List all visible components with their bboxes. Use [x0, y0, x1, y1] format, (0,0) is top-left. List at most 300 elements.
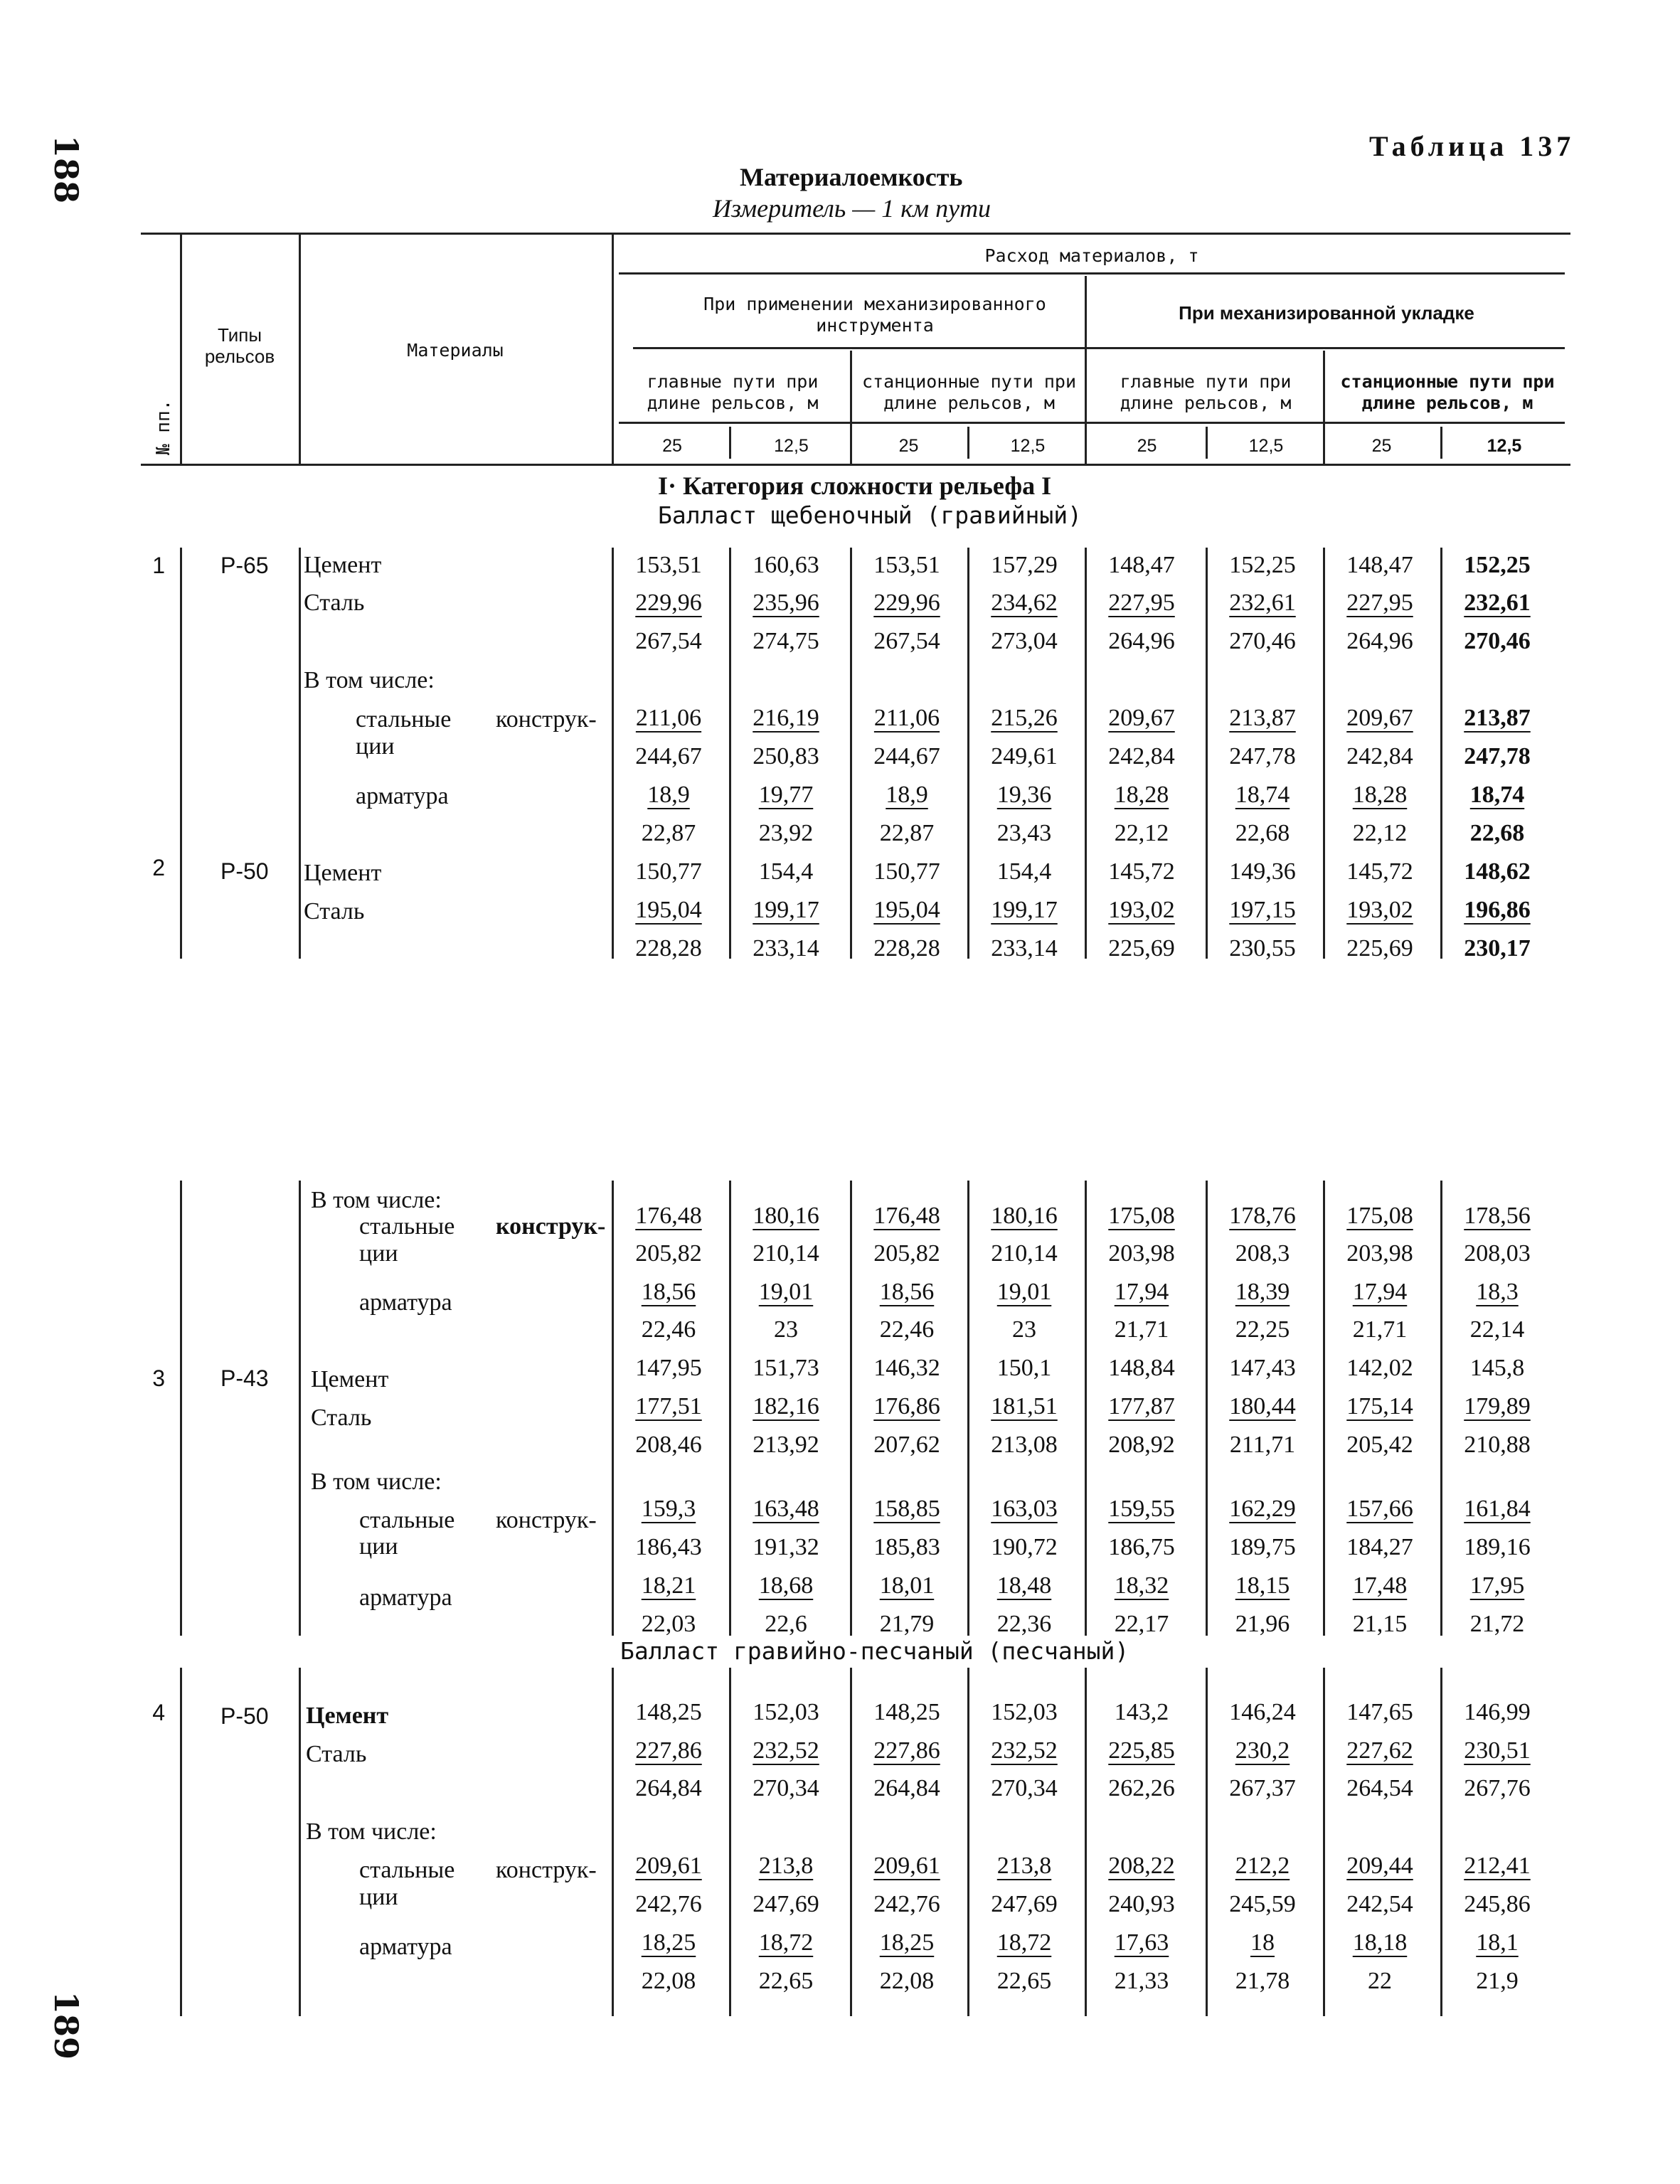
value-cell: 178,76 [1229, 1203, 1296, 1229]
value-cell: 234,62 [991, 590, 1058, 616]
value-cell: 210,14 [991, 1240, 1058, 1267]
value-cell: 18,9 [886, 782, 928, 808]
hdr-v7 [967, 427, 969, 459]
label-steel-constr: стальные [359, 1213, 455, 1240]
value-cell: 270,46 [1464, 628, 1531, 654]
value-cell: 212,2 [1235, 1853, 1290, 1879]
value-cell: 22,68 [1235, 820, 1290, 846]
section-ballast-2: Балласт гравийно-песчаный (песчаный) [620, 1637, 1129, 1665]
label-steel-constr-2: конструк- [496, 706, 597, 733]
value-cell: 19,36 [996, 782, 1052, 808]
value-cell: 213,92 [753, 1432, 819, 1458]
value-cell: 211,06 [635, 705, 702, 731]
page-number-right: 189 [47, 1991, 85, 2060]
value-cell: 18,72 [758, 1929, 814, 1956]
len-3: 25 [898, 436, 919, 456]
value-cell: 191,32 [753, 1534, 819, 1560]
value-cell: 148,62 [1464, 858, 1531, 885]
value-cell: 215,26 [991, 705, 1058, 731]
value-cell: 197,15 [1229, 897, 1296, 923]
value-cell: 230,17 [1464, 935, 1531, 962]
value-cell: 211,06 [873, 705, 940, 731]
hdr-v4 [850, 351, 852, 464]
value-cell: 207,62 [873, 1432, 940, 1458]
label-steel-constr-3: ции [359, 1240, 398, 1267]
value-cell: 17,94 [1352, 1279, 1408, 1305]
label-including: В том числе: [311, 1469, 442, 1495]
value-cell: 185,83 [873, 1534, 940, 1560]
value-cell: 21,71 [1114, 1316, 1169, 1343]
body2-v2 [612, 1181, 614, 1636]
value-cell: 242,76 [635, 1891, 702, 1917]
value-cell: 19,01 [996, 1279, 1052, 1305]
value-cell: 180,44 [1229, 1393, 1296, 1419]
label-steel-constr-2: конструк- [496, 1507, 597, 1533]
value-cell: 249,61 [991, 743, 1058, 769]
label-including: В том числе: [304, 667, 435, 693]
body1-v7 [1206, 548, 1208, 959]
label-steel-constr: стальные [359, 1507, 455, 1533]
value-cell: 175,08 [1108, 1203, 1175, 1229]
value-cell: 152,25 [1229, 552, 1296, 578]
value-cell: 230,51 [1464, 1737, 1531, 1764]
value-cell: 229,96 [635, 590, 702, 616]
value-cell: 148,47 [1108, 552, 1175, 578]
value-cell: 157,29 [991, 552, 1058, 578]
body1-v3 [729, 548, 731, 959]
value-cell: 213,87 [1464, 705, 1531, 731]
len-8: 12,5 [1487, 436, 1522, 456]
value-cell: 267,54 [635, 628, 702, 654]
body2-v4 [850, 1181, 852, 1636]
value-cell: 203,98 [1108, 1240, 1175, 1267]
value-cell: 21,79 [879, 1611, 935, 1637]
header-top-line [141, 233, 1570, 235]
value-cell: 247,78 [1229, 743, 1296, 769]
value-cell: 18,28 [1352, 782, 1408, 808]
value-cell: 205,42 [1346, 1432, 1413, 1458]
sub1-header: главные пути при длине рельсов, м [647, 371, 819, 413]
label-cement: Цемент [311, 1366, 389, 1392]
value-cell: 196,86 [1464, 897, 1531, 923]
label-cement: Цемент [306, 1703, 389, 1729]
value-cell: 232,61 [1464, 590, 1531, 616]
consumption-header: Расход материалов, т [984, 245, 1199, 266]
value-cell: 270,34 [753, 1775, 819, 1801]
body1-v8 [1323, 548, 1325, 959]
label-rebar: арматура [359, 1934, 452, 1960]
value-cell: 23 [774, 1316, 798, 1343]
value-cell: 184,27 [1346, 1534, 1413, 1560]
value-cell: 208,92 [1108, 1432, 1175, 1458]
value-cell: 18,18 [1352, 1929, 1408, 1956]
body3-v9 [1440, 1668, 1442, 2016]
value-cell: 23 [1012, 1316, 1036, 1343]
section-category: I· Категория сложности рельефа I [658, 472, 1052, 500]
sub3-header: главные пути при длине рельсов, м [1120, 371, 1292, 413]
value-cell: 147,43 [1229, 1355, 1296, 1381]
value-cell: 208,3 [1235, 1240, 1290, 1267]
body2-v9 [1440, 1181, 1442, 1636]
value-cell: 193,02 [1346, 897, 1413, 923]
value-cell: 18,48 [996, 1572, 1052, 1599]
value-cell: 175,14 [1346, 1393, 1413, 1419]
value-cell: 21,15 [1352, 1611, 1408, 1637]
value-cell: 23,43 [996, 820, 1052, 846]
consumption-line [619, 272, 1565, 275]
sub4-header: станционные пути при длине рельсов, м [1340, 371, 1555, 413]
value-cell: 163,48 [753, 1496, 819, 1522]
section-ballast-1: Балласт щебеночный (гравийный) [658, 501, 1083, 529]
value-cell: 213,08 [991, 1432, 1058, 1458]
value-cell: 205,82 [635, 1240, 702, 1267]
rail-type-2: Р-50 [220, 858, 269, 884]
value-cell: 147,95 [635, 1355, 702, 1381]
label-rebar: арматура [359, 1584, 452, 1611]
row-number-1: 1 [152, 553, 165, 578]
value-cell: 213,87 [1229, 705, 1296, 731]
value-cell: 233,14 [991, 935, 1058, 962]
value-cell: 247,69 [991, 1891, 1058, 1917]
value-cell: 225,85 [1108, 1737, 1175, 1764]
value-cell: 179,89 [1464, 1393, 1531, 1419]
value-cell: 225,69 [1346, 935, 1413, 962]
value-cell: 18,68 [758, 1572, 814, 1599]
hdr-v8 [1206, 427, 1208, 459]
group1-header: При применении механизированного инструмента [703, 294, 1046, 336]
value-cell: 18,72 [996, 1929, 1052, 1956]
value-cell: 227,86 [873, 1737, 940, 1764]
value-cell: 273,04 [991, 628, 1058, 654]
value-cell: 152,03 [991, 1699, 1058, 1725]
rail-type-1: Р-65 [220, 553, 269, 578]
value-cell: 242,54 [1346, 1891, 1413, 1917]
label-rebar: арматура [359, 1289, 452, 1316]
value-cell: 227,62 [1346, 1737, 1413, 1764]
value-cell: 21,71 [1352, 1316, 1408, 1343]
value-cell: 17,63 [1114, 1929, 1169, 1956]
label-steel-constr: стальные [356, 706, 452, 733]
value-cell: 181,51 [991, 1393, 1058, 1419]
value-cell: 22,14 [1469, 1316, 1525, 1343]
value-cell: 18,56 [641, 1279, 696, 1305]
value-cell: 209,61 [873, 1853, 940, 1879]
label-steel-constr: стальные [359, 1857, 455, 1883]
value-cell: 22,08 [879, 1968, 935, 1994]
body2-v3 [729, 1181, 731, 1636]
page-subtitle: Измеритель — 1 км пути [713, 194, 991, 223]
body3-v2 [612, 1668, 614, 2016]
value-cell: 18,3 [1476, 1279, 1519, 1305]
value-cell: 205,82 [873, 1240, 940, 1267]
value-cell: 208,22 [1108, 1853, 1175, 1879]
page-number-left: 188 [47, 135, 85, 204]
value-cell: 18,1 [1476, 1929, 1519, 1956]
value-cell: 211,71 [1229, 1432, 1296, 1458]
value-cell: 177,51 [635, 1393, 702, 1419]
value-cell: 148,84 [1108, 1355, 1175, 1381]
value-cell: 162,29 [1229, 1496, 1296, 1522]
value-cell: 264,84 [635, 1775, 702, 1801]
body3-v6 [1085, 1668, 1087, 2016]
value-cell: 213,8 [758, 1853, 814, 1879]
value-cell: 18,32 [1114, 1572, 1169, 1599]
rail-type-4: Р-50 [220, 1703, 269, 1729]
value-cell: 18 [1250, 1929, 1275, 1956]
value-cell: 151,73 [753, 1355, 819, 1381]
value-cell: 163,03 [991, 1496, 1058, 1522]
value-cell: 213,8 [996, 1853, 1052, 1879]
value-cell: 175,08 [1346, 1203, 1413, 1229]
value-cell: 18,9 [647, 782, 690, 808]
value-cell: 146,32 [873, 1355, 940, 1381]
value-cell: 240,93 [1108, 1891, 1175, 1917]
label-steel-constr-2: конструк- [496, 1213, 606, 1240]
value-cell: 19,01 [758, 1279, 814, 1305]
value-cell: 145,8 [1469, 1355, 1525, 1381]
value-cell: 22,87 [641, 820, 696, 846]
value-cell: 176,48 [635, 1203, 702, 1229]
value-cell: 195,04 [873, 897, 940, 923]
value-cell: 270,34 [991, 1775, 1058, 1801]
label-cement: Цемент [304, 552, 382, 578]
value-cell: 157,66 [1346, 1496, 1413, 1522]
value-cell: 264,84 [873, 1775, 940, 1801]
value-cell: 22,46 [641, 1316, 696, 1343]
row-number-2: 2 [152, 855, 165, 880]
value-cell: 22,87 [879, 820, 935, 846]
label-steel: Сталь [304, 590, 365, 616]
value-cell: 245,86 [1464, 1891, 1531, 1917]
value-cell: 178,56 [1464, 1203, 1531, 1229]
value-cell: 189,75 [1229, 1534, 1296, 1560]
value-cell: 180,16 [991, 1203, 1058, 1229]
value-cell: 235,96 [753, 590, 819, 616]
value-cell: 22,17 [1114, 1611, 1169, 1637]
value-cell: 146,24 [1229, 1699, 1296, 1725]
value-cell: 247,78 [1464, 743, 1531, 769]
label-steel-constr-3: ции [359, 1533, 398, 1560]
value-cell: 176,48 [873, 1203, 940, 1229]
sub-line [619, 422, 1565, 424]
label-including: В том числе: [306, 1818, 437, 1845]
value-cell: 21,96 [1235, 1611, 1290, 1637]
value-cell: 186,43 [635, 1534, 702, 1560]
label-steel: Сталь [304, 898, 365, 925]
len-1: 25 [662, 436, 682, 456]
value-cell: 18,25 [879, 1929, 935, 1956]
value-cell: 228,28 [635, 935, 702, 962]
value-cell: 208,03 [1464, 1240, 1531, 1267]
value-cell: 160,63 [753, 552, 819, 578]
label-cement: Цемент [304, 860, 382, 886]
value-cell: 161,84 [1464, 1496, 1531, 1522]
value-cell: 154,4 [996, 858, 1052, 885]
value-cell: 154,4 [758, 858, 814, 885]
value-cell: 227,86 [635, 1737, 702, 1764]
value-cell: 232,52 [753, 1737, 819, 1764]
value-cell: 145,72 [1346, 858, 1413, 885]
value-cell: 18,15 [1235, 1572, 1290, 1599]
value-cell: 230,2 [1235, 1737, 1290, 1764]
rail-type-3: Р-43 [220, 1365, 269, 1391]
value-cell: 22,08 [641, 1968, 696, 1994]
len-6: 12,5 [1248, 436, 1284, 456]
value-cell: 18,21 [641, 1572, 696, 1599]
value-cell: 22,36 [996, 1611, 1052, 1637]
value-cell: 22,46 [879, 1316, 935, 1343]
body1-v0 [180, 548, 182, 959]
value-cell: 22,12 [1352, 820, 1408, 846]
value-cell: 227,95 [1346, 590, 1413, 616]
value-cell: 242,84 [1108, 743, 1175, 769]
value-cell: 17,94 [1114, 1279, 1169, 1305]
body3-v1 [299, 1668, 301, 2016]
value-cell: 232,52 [991, 1737, 1058, 1764]
label-steel-constr-2: конструк- [496, 1857, 597, 1883]
value-cell: 22,03 [641, 1611, 696, 1637]
value-cell: 274,75 [753, 628, 819, 654]
value-cell: 22,68 [1469, 820, 1525, 846]
len-4: 12,5 [1010, 436, 1046, 456]
len-2: 12,5 [774, 436, 809, 456]
body2-v8 [1323, 1181, 1325, 1636]
value-cell: 22,25 [1235, 1316, 1290, 1343]
value-cell: 189,16 [1464, 1534, 1531, 1560]
value-cell: 230,55 [1229, 935, 1296, 962]
value-cell: 247,69 [753, 1891, 819, 1917]
row-number-4: 4 [152, 1700, 165, 1725]
value-cell: 159,3 [641, 1496, 696, 1522]
value-cell: 23,92 [758, 820, 814, 846]
value-cell: 149,36 [1229, 858, 1296, 885]
page-title: Материалоемкость [740, 163, 963, 191]
value-cell: 148,25 [635, 1699, 702, 1725]
value-cell: 150,77 [635, 858, 702, 885]
label-steel-constr-3: ции [359, 1884, 398, 1910]
value-cell: 209,67 [1108, 705, 1175, 731]
value-cell: 153,51 [873, 552, 940, 578]
value-cell: 210,88 [1464, 1432, 1531, 1458]
body3-v8 [1323, 1668, 1325, 2016]
value-cell: 209,67 [1346, 705, 1413, 731]
value-cell: 18,01 [879, 1572, 935, 1599]
value-cell: 150,77 [873, 858, 940, 885]
len-7: 25 [1371, 436, 1392, 456]
value-cell: 264,96 [1108, 628, 1175, 654]
value-cell: 216,19 [753, 705, 819, 731]
value-cell: 209,61 [635, 1853, 702, 1879]
value-cell: 267,76 [1464, 1775, 1531, 1801]
value-cell: 199,17 [753, 897, 819, 923]
sub2-header: станционные пути при длине рельсов, м [861, 371, 1077, 413]
body1-v1 [299, 548, 301, 959]
types-col-header: Типы рельсов [204, 324, 275, 367]
value-cell: 152,25 [1464, 552, 1531, 578]
value-cell: 193,02 [1108, 897, 1175, 923]
body3-v5 [967, 1668, 969, 2016]
materials-col-header: Материалы [407, 340, 504, 361]
num-col-header: № пп. [153, 399, 174, 455]
value-cell: 212,41 [1464, 1853, 1531, 1879]
value-cell: 17,48 [1352, 1572, 1408, 1599]
group-line [633, 347, 1565, 349]
value-cell: 245,59 [1229, 1891, 1296, 1917]
value-cell: 203,98 [1346, 1240, 1413, 1267]
value-cell: 142,02 [1346, 1355, 1413, 1381]
value-cell: 18,39 [1235, 1279, 1290, 1305]
table-label: Таблица 137 [1369, 130, 1575, 162]
value-cell: 250,83 [753, 743, 819, 769]
value-cell: 190,72 [991, 1534, 1058, 1560]
value-cell: 150,1 [996, 1355, 1052, 1381]
value-cell: 177,87 [1108, 1393, 1175, 1419]
value-cell: 233,14 [753, 935, 819, 962]
label-steel: Сталь [311, 1405, 372, 1431]
value-cell: 152,03 [753, 1699, 819, 1725]
value-cell: 209,44 [1346, 1853, 1413, 1879]
body2-v6 [1085, 1181, 1087, 1636]
value-cell: 176,86 [873, 1393, 940, 1419]
value-cell: 244,67 [873, 743, 940, 769]
hdr-v9 [1440, 427, 1442, 459]
value-cell: 148,25 [873, 1699, 940, 1725]
value-cell: 18,74 [1469, 782, 1525, 808]
value-cell: 143,2 [1114, 1699, 1169, 1725]
hdr-v1 [299, 235, 301, 464]
value-cell: 148,47 [1346, 552, 1413, 578]
value-cell: 267,54 [873, 628, 940, 654]
value-cell: 21,9 [1476, 1968, 1519, 1994]
value-cell: 147,65 [1346, 1699, 1413, 1725]
value-cell: 264,54 [1346, 1775, 1413, 1801]
hdr-v3 [1085, 276, 1087, 464]
value-cell: 242,84 [1346, 743, 1413, 769]
body1-v9 [1440, 548, 1442, 959]
value-cell: 227,95 [1108, 590, 1175, 616]
value-cell: 145,72 [1108, 858, 1175, 885]
value-cell: 262,26 [1108, 1775, 1175, 1801]
value-cell: 264,96 [1346, 628, 1413, 654]
body2-v1 [299, 1181, 301, 1636]
value-cell: 229,96 [873, 590, 940, 616]
label-steel-constr-3: ции [356, 733, 395, 760]
value-cell: 18,74 [1235, 782, 1290, 808]
value-cell: 22,12 [1114, 820, 1169, 846]
value-cell: 199,17 [991, 897, 1058, 923]
value-cell: 232,61 [1229, 590, 1296, 616]
value-cell: 17,95 [1469, 1572, 1525, 1599]
value-cell: 267,37 [1229, 1775, 1296, 1801]
label-including: В том числе: [311, 1187, 442, 1213]
value-cell: 153,51 [635, 552, 702, 578]
value-cell: 146,99 [1464, 1699, 1531, 1725]
value-cell: 225,69 [1108, 935, 1175, 962]
body1-v2 [612, 548, 614, 959]
value-cell: 19,77 [758, 782, 814, 808]
value-cell: 21,72 [1469, 1611, 1525, 1637]
value-cell: 180,16 [753, 1203, 819, 1229]
body1-v6 [1085, 548, 1087, 959]
hdr-v5 [1323, 351, 1325, 464]
header-bottom-line [141, 464, 1570, 466]
value-cell: 244,67 [635, 743, 702, 769]
value-cell: 158,85 [873, 1496, 940, 1522]
value-cell: 22,65 [758, 1968, 814, 1994]
hdr-v0 [180, 235, 182, 464]
body3-v3 [729, 1668, 731, 2016]
group2-header: При механизированной укладке [1179, 302, 1474, 324]
